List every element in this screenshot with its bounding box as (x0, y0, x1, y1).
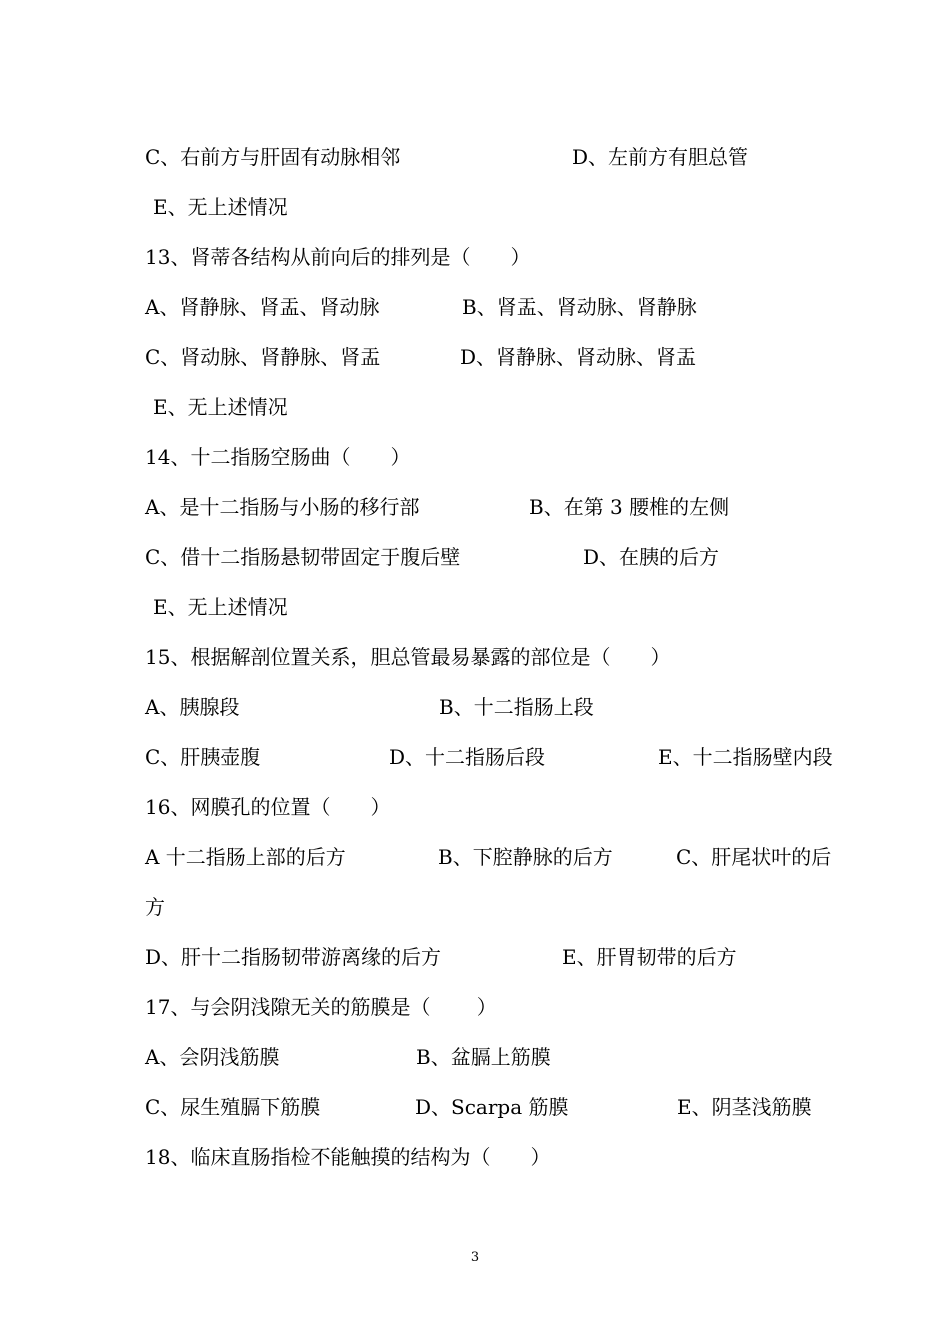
question-line (145, 640, 865, 674)
question-line (145, 440, 865, 474)
option-text: A、是十二指肠与小肠的移行部 (145, 495, 420, 519)
text-line (145, 340, 865, 374)
question-text: 18、临床直肠指检不能触摸的结构为（ ） (145, 1145, 551, 1169)
option-text: A、肾静脉、肾盂、肾动脉 (145, 295, 380, 319)
option-text: B、十二指肠上段 (439, 695, 594, 719)
text-line (145, 390, 865, 424)
question-text: 17、与会阴浅隙无关的筋膜是（ ） (145, 995, 497, 1019)
option-text: D、在胰的后方 (583, 545, 720, 569)
text-line (145, 590, 865, 624)
text-line (145, 190, 865, 224)
option-text: A、会阴浅筋膜 (145, 1045, 280, 1069)
text-line (145, 840, 865, 874)
option-text: C、右前方与肝固有动脉相邻 (145, 145, 401, 169)
option-text: A 十二指肠上部的后方 (145, 845, 346, 869)
question-line (145, 790, 865, 824)
option-text: B、下腔静脉的后方 (438, 845, 613, 869)
option-text: B、肾盂、肾动脉、肾静脉 (462, 295, 697, 319)
option-text: C、尿生殖膈下筋膜 (145, 1095, 321, 1119)
text-line (145, 490, 865, 524)
question-line (145, 990, 865, 1024)
option-text: D、十二指肠后段 (389, 745, 546, 769)
question-text: 14、十二指肠空肠曲（ ） (145, 445, 411, 469)
question-line (145, 240, 865, 274)
question-text: 16、网膜孔的位置（ ） (145, 795, 391, 819)
option-text: C、肝尾状叶的后 (676, 845, 832, 869)
option-text: D、肝十二指肠韧带游离缘的后方 (145, 945, 442, 969)
option-text: C、借十二指肠悬韧带固定于腹后壁 (145, 545, 461, 569)
text-line (145, 690, 865, 724)
option-text: D、左前方有胆总管 (572, 145, 749, 169)
option-text: E、十二指肠壁内段 (658, 745, 833, 769)
option-text: C、肾动脉、肾静脉、肾盂 (145, 345, 381, 369)
option-text: D、肾静脉、肾动脉、肾盂 (460, 345, 697, 369)
text-line (145, 940, 865, 974)
text-line (145, 890, 865, 924)
text-line (145, 1040, 865, 1074)
option-text: E、无上述情况 (153, 195, 288, 219)
question-line (145, 1140, 865, 1174)
option-text: B、在第 3 腰椎的左侧 (529, 495, 730, 519)
text-line (145, 740, 865, 774)
option-text: B、盆膈上筋膜 (416, 1045, 551, 1069)
page-number: 3 (470, 1250, 480, 1265)
option-text: A、胰腺段 (145, 695, 240, 719)
text-line (145, 140, 865, 174)
option-text: E、阴茎浅筋膜 (677, 1095, 812, 1119)
option-text: E、无上述情况 (153, 395, 288, 419)
option-text: C、肝胰壶腹 (145, 745, 261, 769)
text-line (145, 540, 865, 574)
option-text: E、无上述情况 (153, 595, 288, 619)
option-text: D、Scarpa 筋膜 (415, 1095, 569, 1119)
option-text: 方 (145, 895, 165, 919)
question-text: 15、根据解剖位置关系，胆总管最易暴露的部位是（ ） (145, 645, 671, 669)
text-line (145, 290, 865, 324)
option-text: E、肝胃韧带的后方 (562, 945, 737, 969)
question-text: 13、肾蒂各结构从前向后的排列是（ ） (145, 245, 531, 269)
text-line (145, 1090, 865, 1124)
